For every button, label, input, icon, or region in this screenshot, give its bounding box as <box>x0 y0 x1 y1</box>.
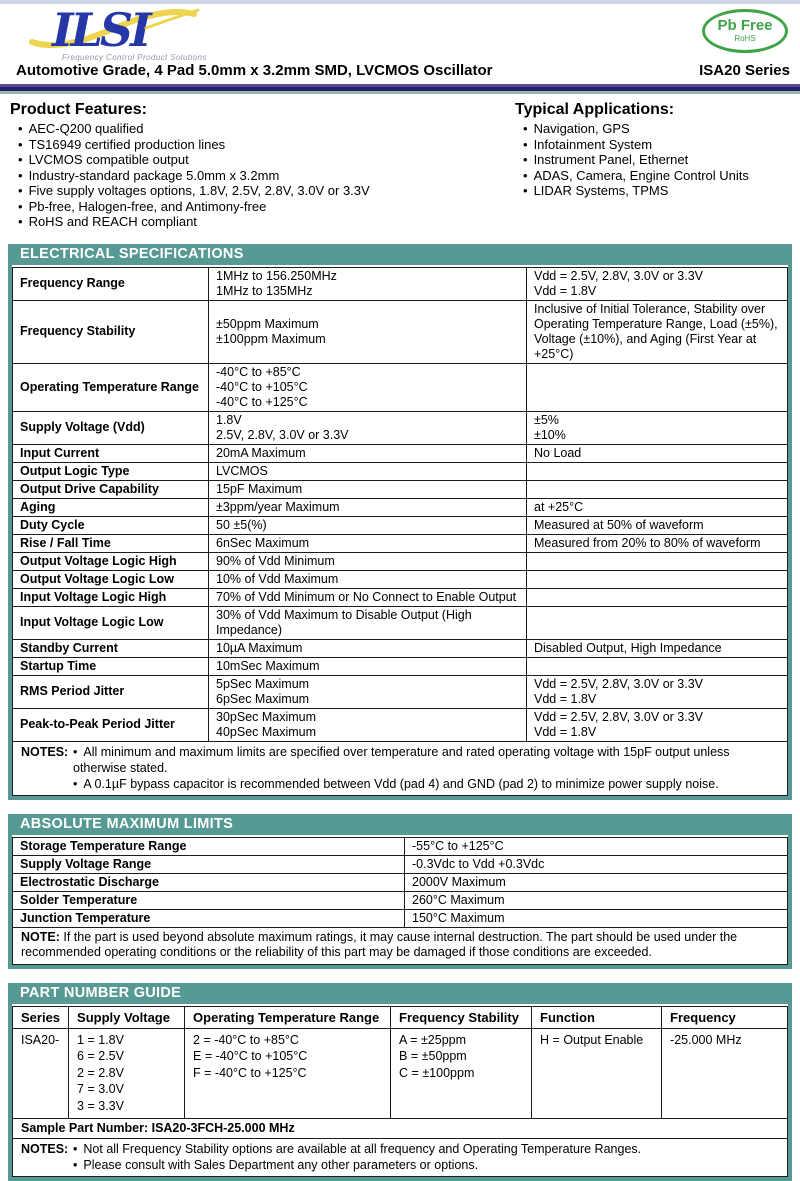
note-item: • Not all Frequency Stability options are available at all frequency and Operating Temperature Ranges. <box>73 1141 641 1157</box>
limit-value: 2000V Maximum <box>405 873 788 891</box>
part-guide-option-cell: -25.000 MHz <box>662 1028 788 1119</box>
spec-parameter: Startup Time <box>13 657 209 675</box>
divider-bar <box>0 84 800 94</box>
limit-value: 260°C Maximum <box>405 891 788 909</box>
spec-parameter: Peak-to-Peak Period Jitter <box>13 708 209 741</box>
spec-row <box>13 498 788 516</box>
title-row <box>0 62 800 79</box>
electrical-specifications-table <box>12 267 788 796</box>
part-guide-option-cell: ISA20- <box>13 1028 69 1119</box>
notes-list <box>73 1141 641 1173</box>
spec-value: 30% of Vdd Maximum to Disable Output (High Impedance) <box>209 606 527 639</box>
spec-value: 15pF Maximum <box>209 480 527 498</box>
ilsi-logo <box>26 6 216 62</box>
spec-condition: Measured from 20% to 80% of waveform <box>527 534 788 552</box>
limit-row <box>13 909 788 927</box>
notes-label: NOTES: <box>21 1141 73 1173</box>
spec-condition <box>527 363 788 411</box>
rohs-label: RoHS <box>705 34 785 43</box>
note-item: • A 0.1µF bypass capacitor is recommended between Vdd (pad 4) and GND (pad 2) to minimize power supply noise. <box>73 776 779 792</box>
spec-value: 50 ±5(%) <box>209 516 527 534</box>
spec-condition <box>527 552 788 570</box>
absolute-note-row <box>13 927 788 964</box>
part-guide-option-cell: A = ±25ppm B = ±50ppm C = ±100ppm <box>391 1028 532 1119</box>
spec-condition: Disabled Output, High Impedance <box>527 639 788 657</box>
part-number-guide-table <box>12 1006 788 1178</box>
electrical-notes-row <box>13 741 788 795</box>
notes-label: NOTES: <box>21 744 73 792</box>
spec-value: -40°C to +85°C -40°C to +105°C -40°C to +125°C <box>209 363 527 411</box>
note-item: • Please consult with Sales Department any other parameters or options. <box>73 1157 641 1173</box>
spec-parameter: Output Logic Type <box>13 462 209 480</box>
pb-free-rohs-badge <box>702 9 788 53</box>
limit-row <box>13 855 788 873</box>
spec-condition <box>527 462 788 480</box>
spec-condition: at +25°C <box>527 498 788 516</box>
spec-condition <box>527 570 788 588</box>
part-guide-header-row <box>13 1006 788 1028</box>
feature-item: • Pb-free, Halogen-free, and Antimony-free <box>10 199 515 215</box>
electrical-notes-row-cell <box>13 741 788 795</box>
pb-free-label: Pb Free <box>705 18 785 34</box>
spec-parameter: Operating Temperature Range <box>13 363 209 411</box>
spec-condition: ±5% ±10% <box>527 411 788 444</box>
spec-value: 10µA Maximum <box>209 639 527 657</box>
part-guide-column-header: Frequency <box>662 1006 788 1028</box>
spec-value: 10mSec Maximum <box>209 657 527 675</box>
part-guide-notes-row <box>13 1139 788 1177</box>
limit-parameter: Solder Temperature <box>13 891 405 909</box>
spec-parameter: Standby Current <box>13 639 209 657</box>
spec-value: 20mA Maximum <box>209 444 527 462</box>
product-features-heading: Product Features: <box>10 101 515 119</box>
note-item: • All minimum and maximum limits are specified over temperature and rated operating voltage with 15pF output unless otherwise stated. <box>73 744 779 776</box>
spec-parameter: Output Drive Capability <box>13 480 209 498</box>
absolute-note-cell: NOTE: If the part is used beyond absolute maximum ratings, it may cause internal destruction. The part should be used under the recommended operating conditions or the reliability of this part may be damaged if those conditions are exceeded. <box>13 927 788 964</box>
limit-parameter: Supply Voltage Range <box>13 855 405 873</box>
spec-parameter: Frequency Stability <box>13 300 209 363</box>
series-label: ISA20 Series <box>699 62 790 79</box>
spec-row <box>13 657 788 675</box>
spec-condition: No Load <box>527 444 788 462</box>
spec-value: 10% of Vdd Maximum <box>209 570 527 588</box>
spec-row <box>13 552 788 570</box>
sample-part-number-row <box>13 1119 788 1139</box>
spec-value: ±3ppm/year Maximum <box>209 498 527 516</box>
spec-parameter: Input Current <box>13 444 209 462</box>
spec-parameter: Output Voltage Logic High <box>13 552 209 570</box>
spec-value: LVCMOS <box>209 462 527 480</box>
spec-condition: Vdd = 2.5V, 2.8V, 3.0V or 3.3V Vdd = 1.8V <box>527 708 788 741</box>
spec-row <box>13 267 788 300</box>
spec-row <box>13 516 788 534</box>
spec-parameter: Output Voltage Logic Low <box>13 570 209 588</box>
absolute-maximum-limits-section <box>8 814 792 969</box>
spec-value: 5pSec Maximum 6pSec Maximum <box>209 675 527 708</box>
part-guide-option-cell: H = Output Enable <box>532 1028 662 1119</box>
spec-row <box>13 708 788 741</box>
document-title: Automotive Grade, 4 Pad 5.0mm x 3.2mm SMD, LVCMOS Oscillator <box>16 62 493 79</box>
spec-parameter: Input Voltage Logic High <box>13 588 209 606</box>
part-guide-data-row <box>13 1028 788 1119</box>
page-header <box>0 4 800 62</box>
application-item: • LIDAR Systems, TPMS <box>515 183 790 199</box>
spec-row <box>13 606 788 639</box>
application-item: • ADAS, Camera, Engine Control Units <box>515 168 790 184</box>
typical-applications-heading: Typical Applications: <box>515 101 790 119</box>
spec-condition: Vdd = 2.5V, 2.8V, 3.0V or 3.3V Vdd = 1.8V <box>527 267 788 300</box>
part-guide-column-header: Supply Voltage <box>69 1006 185 1028</box>
part-guide-option-cell: 2 = -40°C to +85°C E = -40°C to +105°C F = -40°C to +125°C <box>185 1028 391 1119</box>
limit-value: -0.3Vdc to Vdd +0.3Vdc <box>405 855 788 873</box>
part-guide-column-header: Operating Temperature Range <box>185 1006 391 1028</box>
part-number-guide-heading: PART NUMBER GUIDE <box>12 983 788 1006</box>
part-guide-notes-row-cell <box>13 1139 788 1177</box>
feature-item: • TS16949 certified production lines <box>10 137 515 153</box>
logo-tagline: Frequency Control Product Solutions <box>62 53 216 62</box>
spec-row <box>13 300 788 363</box>
features-applications-section <box>0 94 800 230</box>
spec-value: ±50ppm Maximum ±100ppm Maximum <box>209 300 527 363</box>
spec-row <box>13 675 788 708</box>
limit-parameter: Electrostatic Discharge <box>13 873 405 891</box>
limit-parameter: Junction Temperature <box>13 909 405 927</box>
spec-row <box>13 534 788 552</box>
sample-part-number: Sample Part Number: ISA20-3FCH-25.000 MHz <box>13 1119 788 1139</box>
spec-row <box>13 570 788 588</box>
part-guide-column-header: Series <box>13 1006 69 1028</box>
part-number-guide-section <box>8 983 792 1181</box>
electrical-specifications-heading: ELECTRICAL SPECIFICATIONS <box>12 244 788 267</box>
absolute-maximum-limits-table <box>12 837 788 965</box>
spec-condition <box>527 480 788 498</box>
spec-value: 70% of Vdd Minimum or No Connect to Enable Output <box>209 588 527 606</box>
feature-item: • Five supply voltages options, 1.8V, 2.5V, 2.8V, 3.0V or 3.3V <box>10 183 515 199</box>
part-guide-column-header: Frequency Stability <box>391 1006 532 1028</box>
spec-parameter: RMS Period Jitter <box>13 675 209 708</box>
application-item: • Instrument Panel, Ethernet <box>515 152 790 168</box>
spec-row <box>13 588 788 606</box>
feature-item: • LVCMOS compatible output <box>10 152 515 168</box>
spec-value: 1MHz to 156.250MHz 1MHz to 135MHz <box>209 267 527 300</box>
part-guide-column-header: Function <box>532 1006 662 1028</box>
spec-condition <box>527 657 788 675</box>
absolute-maximum-limits-heading: ABSOLUTE MAXIMUM LIMITS <box>12 814 788 837</box>
spec-parameter: Rise / Fall Time <box>13 534 209 552</box>
typical-applications-list <box>515 121 790 199</box>
spec-parameter: Supply Voltage (Vdd) <box>13 411 209 444</box>
typical-applications-block <box>515 101 790 230</box>
spec-condition: Inclusive of Initial Tolerance, Stability over Operating Temperature Range, Load (±5%), Voltage (±10%), and Aging (First Year at +25°C) <box>527 300 788 363</box>
spec-parameter: Aging <box>13 498 209 516</box>
limit-row <box>13 837 788 855</box>
spec-condition: Measured at 50% of waveform <box>527 516 788 534</box>
spec-value: 6nSec Maximum <box>209 534 527 552</box>
spec-row <box>13 363 788 411</box>
limit-parameter: Storage Temperature Range <box>13 837 405 855</box>
product-features-list <box>10 121 515 230</box>
spec-condition: Vdd = 2.5V, 2.8V, 3.0V or 3.3V Vdd = 1.8V <box>527 675 788 708</box>
spec-value: 1.8V 2.5V, 2.8V, 3.0V or 3.3V <box>209 411 527 444</box>
note-label: NOTE: <box>21 930 60 944</box>
spec-value: 30pSec Maximum 40pSec Maximum <box>209 708 527 741</box>
limit-row <box>13 873 788 891</box>
spec-condition <box>527 588 788 606</box>
product-features-block <box>10 101 515 230</box>
feature-item: • RoHS and REACH compliant <box>10 214 515 230</box>
spec-parameter: Frequency Range <box>13 267 209 300</box>
spec-row <box>13 411 788 444</box>
application-item: • Navigation, GPS <box>515 121 790 137</box>
spec-row <box>13 462 788 480</box>
logo-wordmark: ILSI <box>50 3 153 57</box>
spec-parameter: Duty Cycle <box>13 516 209 534</box>
spec-row <box>13 480 788 498</box>
electrical-specifications-section <box>8 244 792 800</box>
part-guide-option-cell: 1 = 1.8V 6 = 2.5V 2 = 2.8V 7 = 3.0V 3 = 3.3V <box>69 1028 185 1119</box>
limit-value: 150°C Maximum <box>405 909 788 927</box>
feature-item: • Industry-standard package 5.0mm x 3.2mm <box>10 168 515 184</box>
spec-condition <box>527 606 788 639</box>
spec-value: 90% of Vdd Minimum <box>209 552 527 570</box>
notes-list <box>73 744 779 792</box>
limit-row <box>13 891 788 909</box>
feature-item: • AEC-Q200 qualified <box>10 121 515 137</box>
application-item: • Infotainment System <box>515 137 790 153</box>
ilsi-logo-graphic <box>26 6 216 54</box>
spec-row <box>13 639 788 657</box>
limit-value: -55°C to +125°C <box>405 837 788 855</box>
spec-row <box>13 444 788 462</box>
spec-parameter: Input Voltage Logic Low <box>13 606 209 639</box>
